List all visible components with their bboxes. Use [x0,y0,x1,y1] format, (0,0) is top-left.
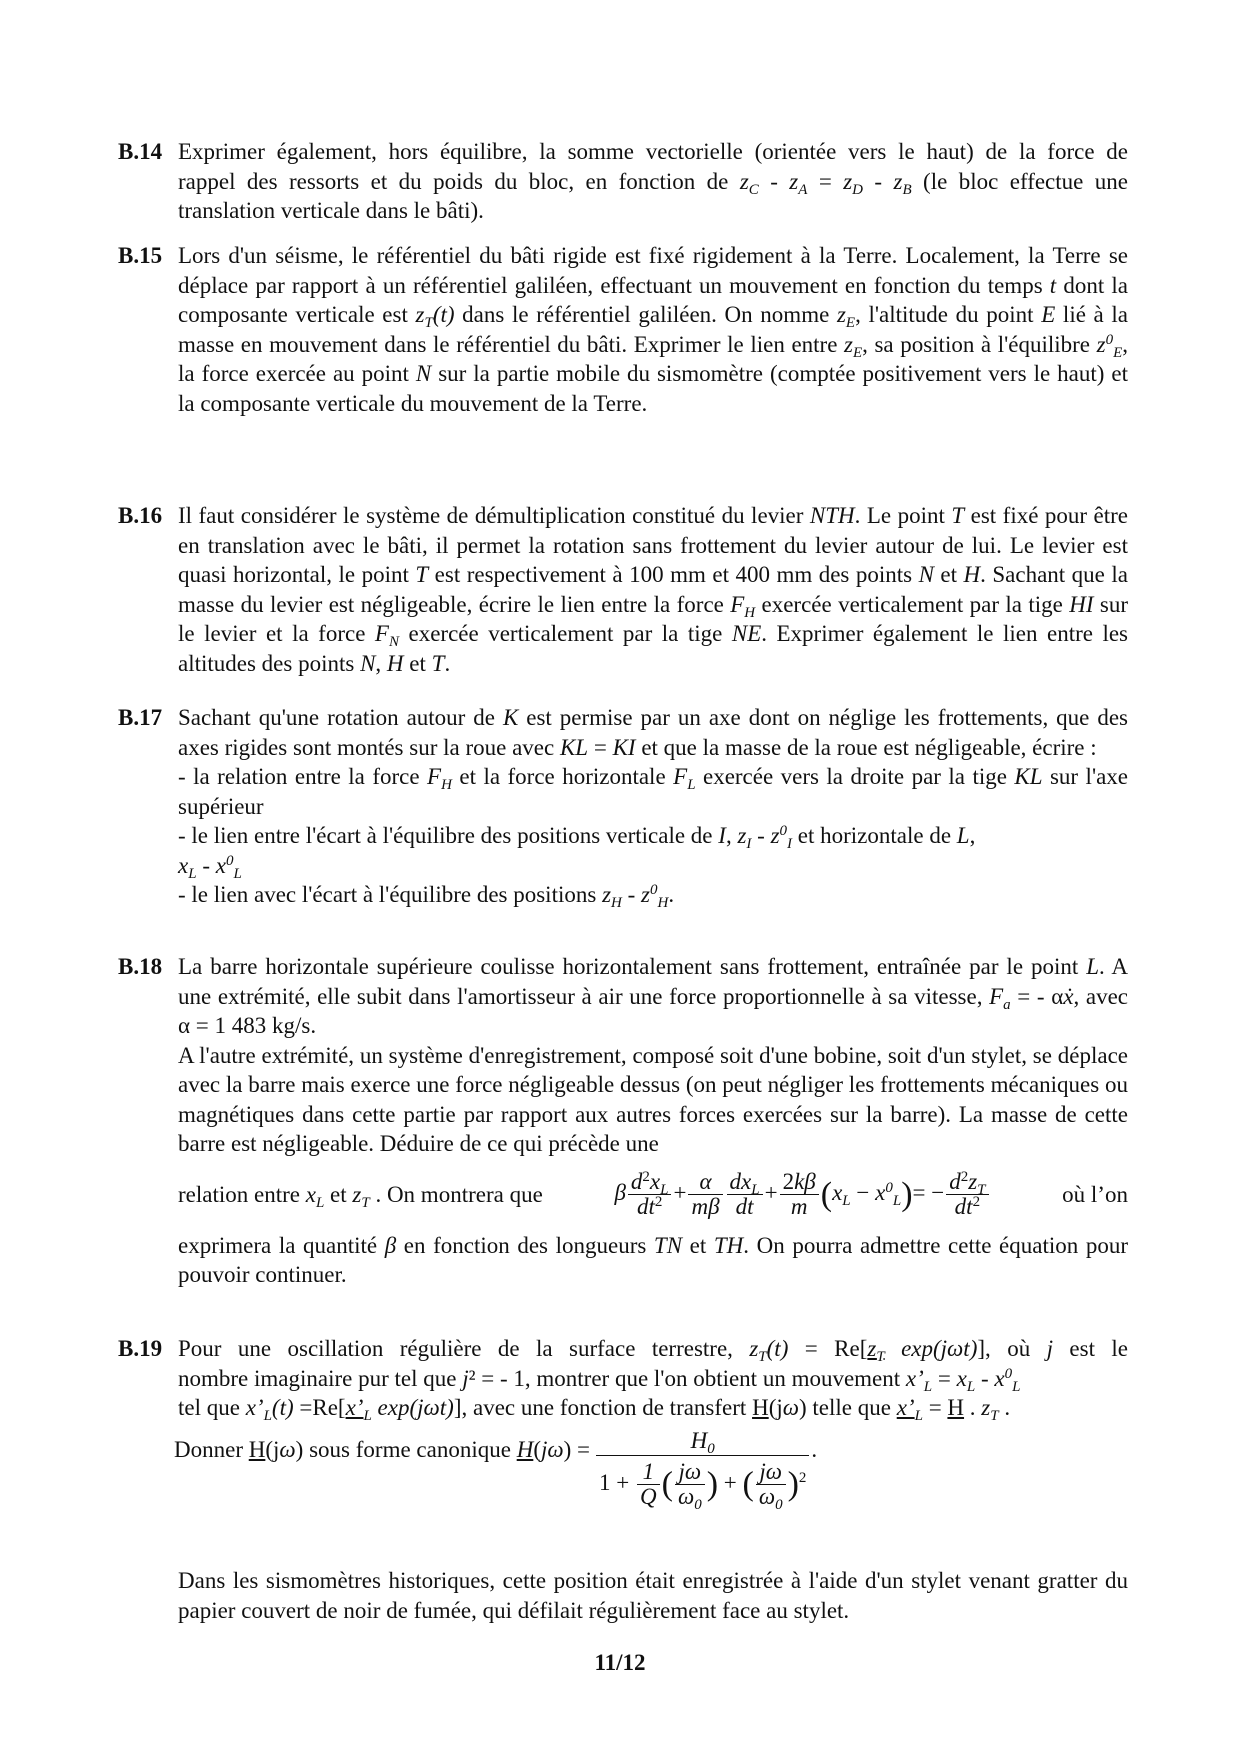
transfer-function-line: Donner H(jω) sous forme canonique H(jω) = $H_0$ 1 + $\frac{1}{Q}$ ( $\frac{j\omega}{\omega_0}$ ) + ( $\frac{j\omega}{\omega_0}$ )$^2$ . [174,1427,818,1513]
question-label: B.18 [118,954,163,979]
question-label: B.17 [118,705,163,730]
list-item: - le lien avec l'écart à l'équilibre des positions $z_H - z^0_H$. [178,882,675,911]
text-line: nombre imaginaire pur tel que j² = - 1, montrer que l'on obtient un mouvement $x’_L = x_L - x^0_L$ [178,1365,1021,1395]
transfer-function: $H_0$ 1 + $\frac{1}{Q}$ ( $\frac{j\omega}{\omega_0}$ ) + ( $\frac{j\omega}{\omega_0}$ )$^2$ [596,1427,809,1509]
text-paragraph: A l'autre extrémité, un système d'enregistrement, composé soit d'une bobine, soit d'un stylet, se déplace avec la barre mais exerce une force négligeable dessus (on peut négliger les frottements mécaniques ou magnétiques dans cette partie par rapport aux autres forces exercées sur la barre). La masse de cette barre est négligeable. Déduire de ce qui précède une [178,1042,1128,1156]
list-item: - la relation entre la force $F_H$ et la force horizontale $F_L$ exercée vers la droite par la tige KL sur l'axe supérieur [178,764,1129,819]
text-paragraph: exprimera la quantité β en fonction des longueurs TN et TH. On pourra admettre cette équation pour pouvoir continuer. [178,1232,1128,1287]
differential-equation: β $\frac{d^2x_L}{dt^2}$ + $\frac{\alpha}{m\beta}$ $\frac{dx_L}{dt}$ + $\frac{2k\beta}{m}$ $(x_L - x^0_L)=$ − $\frac{d^2z_T}{dt^2}$ [614,1170,990,1219]
question-label: B.19 [118,1336,163,1361]
text-line: Pour une oscillation régulière de la surface terrestre, $z_T(t) = Re[z_T$ exp(jωt)], où j est le [178,1336,1128,1365]
question-body [178,703,1128,910]
question-body: Il faut considérer le système de démultiplication constitué du levier NTH. Le point T est fixé pour être en translation avec le bâti, il permet la rotation sans frottement du levier autour de lui. Le levier est quasi horizontal, le point T est respectivement à 100 mm et 400 mm des points N et H. Sachant que la masse du levier est négligeable, écrire le lien entre la force $F_H$ exercée verticalement par la tige HI sur le levier et la force $F_N$ exercée verticalement par la tige NE. Exprimer également le lien entre les altitudes des points N, H et T. [178,503,1129,676]
question-b16 [118,501,1128,678]
question-body [178,952,1128,1290]
text-line: Exprimer également, hors équilibre, la somme vectorielle (orientée vers le haut) de la force de [178,139,1128,164]
historical-note: Dans les sismomètres historiques, cette position était enregistrée à l'aide d'un stylet venant gratter du papier couvert de noir de fumée, qui défilait régulièrement face au stylet. [178,1568,1128,1623]
text-line: tel que $x’_L(t)$ $=Re[x’_L$ exp(jωt)], avec une fonction de transfert H(jω) telle que $x’_L = H$ . $z_T$ . [178,1395,1011,1424]
page-number: 11/12 [594,1650,646,1675]
text-paragraph: Sachant qu'une rotation autour de K est permise par un axe dont on néglige les frottements, que des axes rigides sont montés sur la roue avec KL = KI et que la masse de la roue est négligeable, écrire : [178,705,1128,760]
text-paragraph: La barre horizontale supérieure coulisse horizontalement sans frottement, entraînée par le point L. A une extrémité, elle subit dans l'amortisseur à air une force proportionnelle à sa vitesse, $F_a$ = - αẋ, avec α = 1 483 kg/s. [178,954,1129,1038]
question-b14 [118,137,1128,226]
question-b17 [118,703,1128,910]
question-b15 [118,241,1128,418]
list-item: - le lien entre l'écart à l'équilibre des positions verticale de I, $z_I - z^0_I$ et horizontale de L, $x_L - x^0_L$ [178,823,976,882]
question-body [174,1334,1128,1513]
equation-line: relation entre $x_L$ et $z_T$ . On montrera que β $\frac{d^2x_L}{dt^2}$ + $\frac{\alpha}{m\beta}$ $\frac{dx_L}{dt}$ + $\frac{2k\beta}{m}$ $(x_L - x^0_L)=$ − $\frac{d^2z_T}{dt^2}$ où l’on [178,1169,1128,1219]
text-line: rappel des ressorts et du poids du bloc, en fonction de $z_C - z_A = z_D - z_B$ (le bloc effectue une [178,168,1128,198]
question-b18 [118,952,1128,1290]
question-label: B.15 [118,243,163,268]
question-label: B.14 [118,139,163,164]
text-line: translation verticale dans le bâti). [178,198,484,223]
question-b19 [118,1334,1128,1513]
question-body: Lors d'un séisme, le référentiel du bâti rigide est fixé rigidement à la Terre. Localement, la Terre se déplace par rapport à un référentiel galiléen, effectuant un mouvement en fonction du temps t dont la composante verticale est $z_T(t)$ dans le référentiel galiléen. On nomme $z_E$, l'altitude du point E lié à la masse en mouvement dans le référentiel du bâti. Exprimer le lien entre $z_E$, sa position à l'équilibre $z^0_E$, la force exercée au point N sur la partie mobile du sismomètre (comptée positivement vers le haut) et la composante verticale du mouvement de la Terre. [178,243,1129,416]
question-body [178,137,1128,226]
question-label: B.16 [118,503,163,528]
